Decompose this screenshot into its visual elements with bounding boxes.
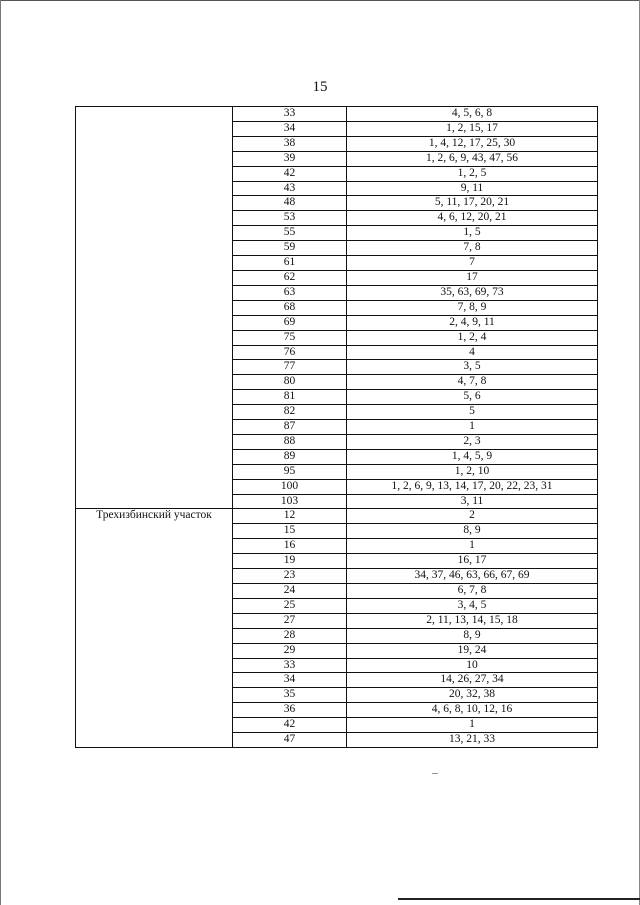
plot-number-cell: 39 bbox=[233, 151, 347, 166]
plot-number-cell: 61 bbox=[233, 256, 347, 271]
sub-plot-numbers-cell: 4, 6, 8, 10, 12, 16 bbox=[347, 703, 598, 718]
plot-number-cell: 89 bbox=[233, 449, 347, 464]
plot-number-cell: 82 bbox=[233, 405, 347, 420]
scan-edge-bottom bbox=[398, 898, 640, 900]
sub-plot-numbers-cell: 20, 32, 38 bbox=[347, 688, 598, 703]
plot-number-cell: 47 bbox=[233, 733, 347, 748]
sub-plot-numbers-cell: 7, 8, 9 bbox=[347, 300, 598, 315]
sub-plot-numbers-cell: 1, 2, 10 bbox=[347, 464, 598, 479]
sub-plot-numbers-cell: 1, 4, 5, 9 bbox=[347, 449, 598, 464]
sub-plot-numbers-cell: 10 bbox=[347, 658, 598, 673]
sub-plot-numbers-cell: 5, 6 bbox=[347, 390, 598, 405]
sub-plot-numbers-cell: 1 bbox=[347, 718, 598, 733]
plot-number-cell: 69 bbox=[233, 315, 347, 330]
sub-plot-numbers-cell: 4 bbox=[347, 345, 598, 360]
plot-number-cell: 28 bbox=[233, 628, 347, 643]
plot-number-cell: 34 bbox=[233, 121, 347, 136]
sub-plot-numbers-cell: 2, 4, 9, 11 bbox=[347, 315, 598, 330]
sub-plot-numbers-cell: 1, 5 bbox=[347, 226, 598, 241]
sub-plot-numbers-cell: 1 bbox=[347, 420, 598, 435]
scan-edge-top bbox=[0, 0, 640, 1]
plot-number-cell: 36 bbox=[233, 703, 347, 718]
plot-number-cell: 42 bbox=[233, 166, 347, 181]
sub-plot-numbers-cell: 19, 24 bbox=[347, 643, 598, 658]
sub-plot-numbers-cell: 13, 21, 33 bbox=[347, 733, 598, 748]
scan-speck bbox=[432, 773, 438, 774]
plot-number-cell: 100 bbox=[233, 479, 347, 494]
plot-number-cell: 15 bbox=[233, 524, 347, 539]
plot-number-cell: 29 bbox=[233, 643, 347, 658]
sub-plot-numbers-cell: 14, 26, 27, 34 bbox=[347, 673, 598, 688]
sub-plot-numbers-cell: 1, 2, 15, 17 bbox=[347, 121, 598, 136]
plot-number-cell: 77 bbox=[233, 360, 347, 375]
table-row bbox=[76, 107, 598, 122]
plot-number-cell: 27 bbox=[233, 613, 347, 628]
plot-number-cell: 103 bbox=[233, 494, 347, 509]
plot-number-cell: 42 bbox=[233, 718, 347, 733]
plot-number-cell: 33 bbox=[233, 107, 347, 122]
plot-number-cell: 80 bbox=[233, 375, 347, 390]
sub-plot-numbers-cell: 7 bbox=[347, 256, 598, 271]
sub-plot-numbers-cell: 4, 6, 12, 20, 21 bbox=[347, 211, 598, 226]
plot-number-cell: 76 bbox=[233, 345, 347, 360]
sub-plot-numbers-cell: 2 bbox=[347, 509, 598, 524]
sub-plot-numbers-cell: 9, 11 bbox=[347, 181, 598, 196]
plot-number-cell: 81 bbox=[233, 390, 347, 405]
plot-number-cell: 88 bbox=[233, 434, 347, 449]
plot-number-cell: 87 bbox=[233, 420, 347, 435]
sub-plot-numbers-cell: 35, 63, 69, 73 bbox=[347, 285, 598, 300]
table-body bbox=[76, 107, 598, 748]
sub-plot-numbers-cell: 16, 17 bbox=[347, 554, 598, 569]
sub-plot-numbers-cell: 1, 2, 4 bbox=[347, 330, 598, 345]
sub-plot-numbers-cell: 1, 2, 6, 9, 43, 47, 56 bbox=[347, 151, 598, 166]
plot-number-cell: 62 bbox=[233, 270, 347, 285]
plot-number-cell: 53 bbox=[233, 211, 347, 226]
sub-plot-numbers-cell: 34, 37, 46, 63, 66, 67, 69 bbox=[347, 569, 598, 584]
sub-plot-numbers-cell: 7, 8 bbox=[347, 241, 598, 256]
plot-number-cell: 59 bbox=[233, 241, 347, 256]
forest-plots-table bbox=[75, 106, 598, 748]
sub-plot-numbers-cell: 1, 2, 5 bbox=[347, 166, 598, 181]
plot-number-cell: 12 bbox=[233, 509, 347, 524]
plot-number-cell: 33 bbox=[233, 658, 347, 673]
sub-plot-numbers-cell: 6, 7, 8 bbox=[347, 584, 598, 599]
sub-plot-numbers-cell: 1, 4, 12, 17, 25, 30 bbox=[347, 136, 598, 151]
plot-number-cell: 75 bbox=[233, 330, 347, 345]
sub-plot-numbers-cell: 3, 11 bbox=[347, 494, 598, 509]
scan-edge-left bbox=[0, 0, 1, 905]
plot-number-cell: 43 bbox=[233, 181, 347, 196]
plot-number-cell: 63 bbox=[233, 285, 347, 300]
sub-plot-numbers-cell: 2, 11, 13, 14, 15, 18 bbox=[347, 613, 598, 628]
plot-number-cell: 19 bbox=[233, 554, 347, 569]
sub-plot-numbers-cell: 4, 5, 6, 8 bbox=[347, 107, 598, 122]
section-name-cell: Трехизбинский участок bbox=[76, 509, 233, 748]
plot-number-cell: 38 bbox=[233, 136, 347, 151]
plot-number-cell: 35 bbox=[233, 688, 347, 703]
plot-number-cell: 34 bbox=[233, 673, 347, 688]
sub-plot-numbers-cell: 4, 7, 8 bbox=[347, 375, 598, 390]
sub-plot-numbers-cell: 2, 3 bbox=[347, 434, 598, 449]
plot-number-cell: 16 bbox=[233, 539, 347, 554]
plot-number-cell: 48 bbox=[233, 196, 347, 211]
sub-plot-numbers-cell: 3, 4, 5 bbox=[347, 598, 598, 613]
plot-number-cell: 55 bbox=[233, 226, 347, 241]
sub-plot-numbers-cell: 5 bbox=[347, 405, 598, 420]
section-name-cell bbox=[76, 107, 233, 509]
sub-plot-numbers-cell: 1 bbox=[347, 539, 598, 554]
sub-plot-numbers-cell: 1, 2, 6, 9, 13, 14, 17, 20, 22, 23, 31 bbox=[347, 479, 598, 494]
table-row bbox=[76, 509, 598, 524]
plot-number-cell: 25 bbox=[233, 598, 347, 613]
page-number: 15 bbox=[312, 79, 328, 95]
plot-number-cell: 23 bbox=[233, 569, 347, 584]
plot-number-cell: 68 bbox=[233, 300, 347, 315]
sub-plot-numbers-cell: 3, 5 bbox=[347, 360, 598, 375]
plot-number-cell: 95 bbox=[233, 464, 347, 479]
sub-plot-numbers-cell: 17 bbox=[347, 270, 598, 285]
sub-plot-numbers-cell: 8, 9 bbox=[347, 628, 598, 643]
sub-plot-numbers-cell: 8, 9 bbox=[347, 524, 598, 539]
plot-number-cell: 24 bbox=[233, 584, 347, 599]
sub-plot-numbers-cell: 5, 11, 17, 20, 21 bbox=[347, 196, 598, 211]
